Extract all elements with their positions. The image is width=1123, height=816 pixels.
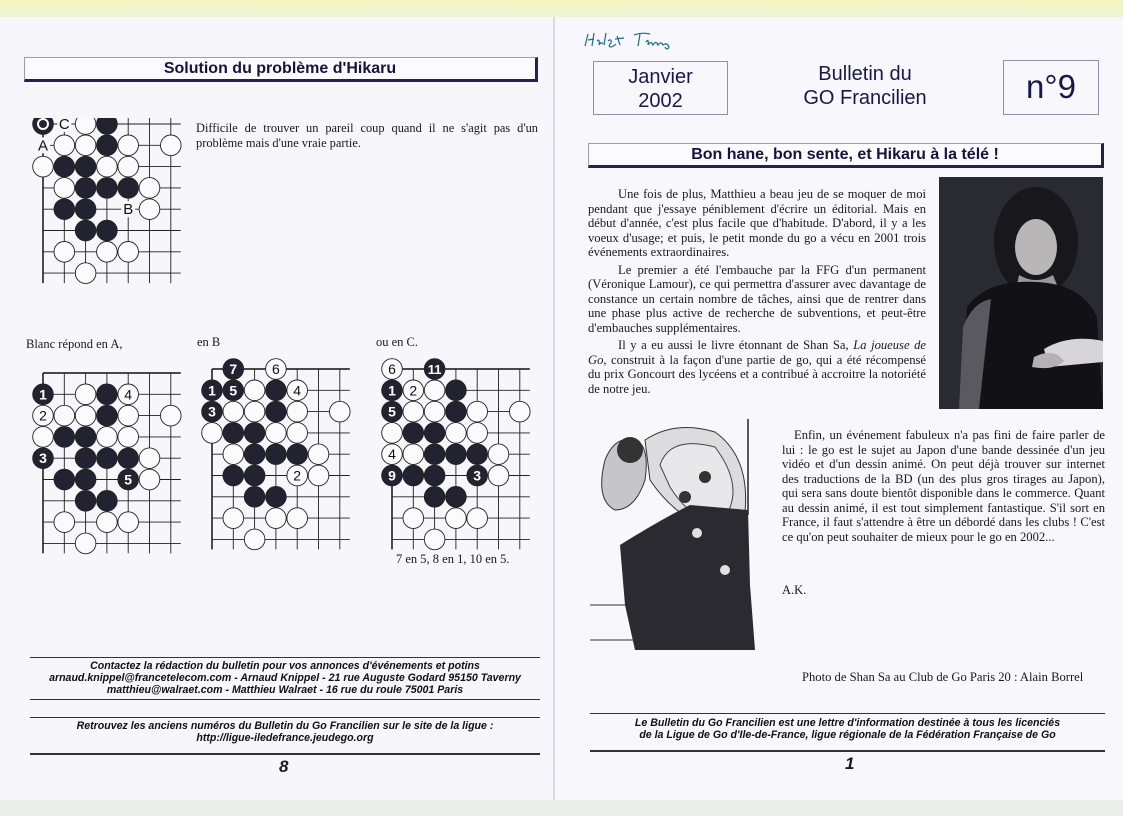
black-stone <box>403 465 424 486</box>
black-stone <box>33 384 54 405</box>
black-stone <box>424 465 445 486</box>
divider <box>30 753 540 755</box>
white-stone <box>287 401 308 422</box>
black-stone <box>33 448 54 469</box>
divider <box>30 717 540 718</box>
black-stone <box>223 423 244 444</box>
photo-credit: Photo de Shan Sa au Club de Go Paris 20 : Alain Borrel <box>802 670 1084 684</box>
black-stone <box>287 444 308 465</box>
move-number: 3 <box>473 467 482 484</box>
black-stone <box>244 444 265 465</box>
black-stone <box>266 380 287 401</box>
move-number: 2 <box>293 467 302 484</box>
white-stone <box>118 135 139 156</box>
move-number: 3 <box>208 403 216 420</box>
white-stone <box>244 380 265 401</box>
white-stone <box>75 405 96 426</box>
black-stone <box>424 444 445 465</box>
white-stone <box>54 242 75 263</box>
black-stone <box>382 401 403 422</box>
move-number: 6 <box>272 361 280 377</box>
black-stone <box>266 401 287 422</box>
caption-c: ou en C. <box>376 335 419 349</box>
white-stone <box>287 508 308 529</box>
white-stone <box>223 401 244 422</box>
solution-title-box <box>24 57 538 82</box>
contact-line-1: Contactez la rédaction du bulletin pour vos annonces d'événements et potins <box>90 660 480 672</box>
white-stone <box>54 512 75 533</box>
paragraph-2: Le premier a été l'embauche par la FFG d'un permanent (Véronique Lamour), ce qui permettra d'assurer avec davantage de constance un certain nombre de tâches, ainsi que de rentrer dans une phase plus active de recherche de subventions, et peut-être d'embauches supplémentaires. <box>588 262 926 335</box>
point-label: C <box>58 118 70 133</box>
black-stone <box>244 465 265 486</box>
black-stone <box>223 359 244 380</box>
handwritten-signature <box>582 30 692 50</box>
archive-block <box>22 720 548 744</box>
solution-intro-text: Difficile de trouver un pareil coup quand il ne s'agit pas d'un problème mais d'une vraie partie. <box>196 121 538 150</box>
black-stone <box>118 469 139 490</box>
bulletin-footer <box>585 717 1110 741</box>
black-stone <box>97 135 118 156</box>
black-stone <box>75 448 96 469</box>
issue-year: 2002 <box>638 90 683 112</box>
move-number: 6 <box>388 361 396 377</box>
move-number: 1 <box>208 382 216 399</box>
black-stone <box>467 444 488 465</box>
archive-url[interactable]: http://ligue-iledefrance.jeudego.org <box>196 732 374 744</box>
white-stone <box>424 529 445 550</box>
white-stone <box>403 380 424 401</box>
black-stone <box>33 118 54 134</box>
black-stone <box>382 380 403 401</box>
divider <box>590 750 1105 752</box>
white-stone <box>97 156 118 177</box>
go-diagram-b <box>199 355 359 557</box>
black-stone <box>424 423 445 444</box>
paragraph-4 <box>782 428 1105 544</box>
white-stone <box>139 469 160 490</box>
white-stone <box>446 508 467 529</box>
black-stone <box>223 380 244 401</box>
scan-top-edge <box>0 0 1123 17</box>
white-stone <box>118 405 139 426</box>
white-stone <box>223 444 244 465</box>
black-stone <box>54 156 75 177</box>
white-stone <box>308 465 329 486</box>
white-stone <box>161 405 182 426</box>
white-stone <box>266 508 287 529</box>
move-number: 5 <box>388 403 396 420</box>
black-stone <box>446 487 467 508</box>
issue-number: n°9 <box>1026 68 1076 105</box>
black-stone <box>202 401 223 422</box>
white-stone <box>118 242 139 263</box>
white-stone <box>118 427 139 448</box>
white-stone <box>287 423 308 444</box>
divider <box>30 699 540 700</box>
white-stone <box>139 448 160 469</box>
caption-c-note: 7 en 5, 8 en 1, 10 en 5. <box>396 552 510 566</box>
paragraph-4-text: Enfin, un événement fabuleux n'a pas fini de faire parler de lui : le go est le sujet au Japon d'une bande dessinée d'un jeu vidéo et d'un dessin animé. On peut déjà trouver sur internet des traductions de la BD (un des plus gros tirages au Japon), qui sera sans doute bientôt disponible dans le commerce. Quant au dessin animé, il est tout simplement fantastique. S'il sort en France, il faut s'attendre à être un débordé dans les clubs ! C'est ce qu'on peut souhaiter de mieux pour le go en 2002... <box>782 428 1105 544</box>
solution-title: Solution du problème d'Hikaru <box>163 60 397 77</box>
white-stone <box>424 401 445 422</box>
black-stone <box>75 491 96 512</box>
contact-line-3[interactable]: matthieu@walraet.com - Matthieu Walraet - 16 rue du roule 75001 Paris <box>106 684 464 696</box>
white-stone <box>287 465 308 486</box>
black-stone <box>97 220 118 241</box>
paragraph-3-end: , construit à la façon d'une partie de go, qui a été récompensé du prix Goncourt des lycéens et a contribué à accroitre la notoriété de notre jeu. <box>588 352 926 396</box>
black-stone <box>75 469 96 490</box>
solution-intro <box>196 121 538 150</box>
caption-b: en B <box>197 335 221 349</box>
move-number: 3 <box>39 450 47 467</box>
issue-number-box <box>1003 60 1099 115</box>
white-stone <box>244 529 265 550</box>
page-number-left: 8 <box>279 757 289 776</box>
paragraph-1: Une fois de plus, Matthieu a beau jeu de se moquer de moi pendant que j'essaye péniblement d'écrire un éditorial. Mais en début d'année, c'est plus facile que d'habitude. D'abord, il y a les voeux d'usage; et puis, le petit monde du go a vécu en 2001 trois événements extraordinaires. <box>588 187 926 259</box>
move-number: 4 <box>124 386 133 403</box>
white-stone <box>467 401 488 422</box>
white-stone <box>161 135 182 156</box>
white-stone <box>75 118 96 134</box>
hikaru-illustration <box>585 415 770 650</box>
move-number: 1 <box>388 382 396 399</box>
white-stone <box>202 423 223 444</box>
white-stone <box>118 512 139 533</box>
black-stone <box>75 427 96 448</box>
black-stone <box>54 427 75 448</box>
white-stone <box>33 427 54 448</box>
footer-line-1: Le Bulletin du Go Francilien est une lettre d'information destinée à tous les licenciés <box>634 717 1061 729</box>
book-title: La joueuse de Go <box>588 338 926 367</box>
black-stone <box>446 401 467 422</box>
white-stone <box>382 359 403 380</box>
archive-line-1: Retrouvez les anciens numéros du Bulletin du Go Francilien sur le site de la ligue : <box>76 720 494 732</box>
white-stone <box>424 380 445 401</box>
black-stone <box>75 178 96 199</box>
white-stone <box>467 508 488 529</box>
move-number: 2 <box>409 382 418 399</box>
go-diagram-a <box>30 365 190 557</box>
move-number: 2 <box>39 407 47 424</box>
black-stone <box>223 465 244 486</box>
move-number: 9 <box>388 467 396 484</box>
point-label: A <box>37 137 49 155</box>
white-stone <box>308 444 329 465</box>
paragraph-3-start: Il y a eu aussi le livre étonnant de Shan Sa, <box>618 338 854 352</box>
black-stone <box>266 444 287 465</box>
footer-line-2: de la Ligue de Go d'Ile-de-France, ligue régionale de la Fédération Française de Go <box>639 729 1056 741</box>
black-stone <box>244 487 265 508</box>
white-stone <box>403 401 424 422</box>
move-number: 7 <box>229 361 238 377</box>
black-stone <box>424 487 445 508</box>
black-stone <box>75 220 96 241</box>
white-stone <box>97 427 118 448</box>
black-stone <box>75 156 96 177</box>
white-stone <box>382 423 403 444</box>
move-number: 4 <box>388 446 396 463</box>
issue-date-box <box>593 61 728 115</box>
move-number: 1 <box>39 386 47 403</box>
white-stone <box>488 444 509 465</box>
white-stone <box>75 533 96 554</box>
black-stone <box>446 380 467 401</box>
white-stone <box>403 444 424 465</box>
white-stone <box>446 423 467 444</box>
go-diagram-c <box>379 355 539 557</box>
headline-box <box>588 143 1104 168</box>
scan-bottom-edge <box>0 800 1123 816</box>
bulletin-title-line-1: Bulletin du <box>818 63 912 85</box>
white-stone <box>97 512 118 533</box>
white-stone <box>33 405 54 426</box>
black-stone <box>97 448 118 469</box>
white-stone <box>488 465 509 486</box>
black-stone <box>266 487 287 508</box>
black-stone <box>118 448 139 469</box>
white-stone <box>467 423 488 444</box>
photo-shan-sa <box>939 177 1103 409</box>
bulletin-title-line-2: GO Francilien <box>803 87 927 109</box>
white-stone <box>287 380 308 401</box>
white-stone <box>118 156 139 177</box>
bulletin-title <box>770 62 960 110</box>
white-stone <box>54 178 75 199</box>
white-stone <box>403 508 424 529</box>
black-stone <box>403 423 424 444</box>
white-stone <box>139 199 160 220</box>
black-stone <box>202 380 223 401</box>
black-stone <box>75 199 96 220</box>
black-stone <box>97 491 118 512</box>
white-stone <box>330 401 351 422</box>
white-stone <box>223 508 244 529</box>
black-stone <box>446 444 467 465</box>
move-number: 5 <box>124 471 133 488</box>
black-stone <box>97 405 118 426</box>
point-label: B <box>123 201 134 219</box>
divider <box>590 713 1105 714</box>
white-stone <box>118 384 139 405</box>
black-stone <box>97 384 118 405</box>
contact-block <box>22 660 548 696</box>
divider <box>30 657 540 658</box>
white-stone <box>54 405 75 426</box>
move-number: 4 <box>293 382 302 399</box>
author-signature: A.K. <box>782 583 807 597</box>
white-stone <box>139 178 160 199</box>
black-stone <box>424 359 445 380</box>
paragraph-3 <box>588 338 926 396</box>
white-stone <box>382 444 403 465</box>
white-stone <box>75 263 96 284</box>
white-stone <box>75 135 96 156</box>
move-number: 11 <box>427 362 442 377</box>
black-stone <box>54 469 75 490</box>
white-stone <box>33 156 54 177</box>
white-stone <box>244 401 265 422</box>
page-number-right: 1 <box>845 754 855 773</box>
white-stone <box>510 401 531 422</box>
contact-line-2[interactable]: arnaud.knippel@francetelecom.com - Arnaud Knippel - 21 rue Auguste Godard 95150 Taverny <box>49 672 521 684</box>
headline: Bon hane, bon sente, et Hikaru à la télé ! <box>691 146 999 163</box>
caption-a: Blanc répond en A, <box>26 337 123 351</box>
go-diagram-main <box>30 118 190 310</box>
black-stone <box>467 465 488 486</box>
white-stone <box>75 384 96 405</box>
issue-month: Janvier <box>628 66 693 88</box>
white-stone <box>266 423 287 444</box>
black-stone <box>97 178 118 199</box>
white-stone <box>97 242 118 263</box>
editorial-column <box>588 187 926 399</box>
move-number: 5 <box>229 382 238 399</box>
black-stone <box>54 199 75 220</box>
black-stone <box>382 465 403 486</box>
black-stone <box>118 178 139 199</box>
black-stone <box>97 118 118 134</box>
white-stone <box>54 135 75 156</box>
white-stone <box>266 359 287 380</box>
black-stone <box>244 423 265 444</box>
